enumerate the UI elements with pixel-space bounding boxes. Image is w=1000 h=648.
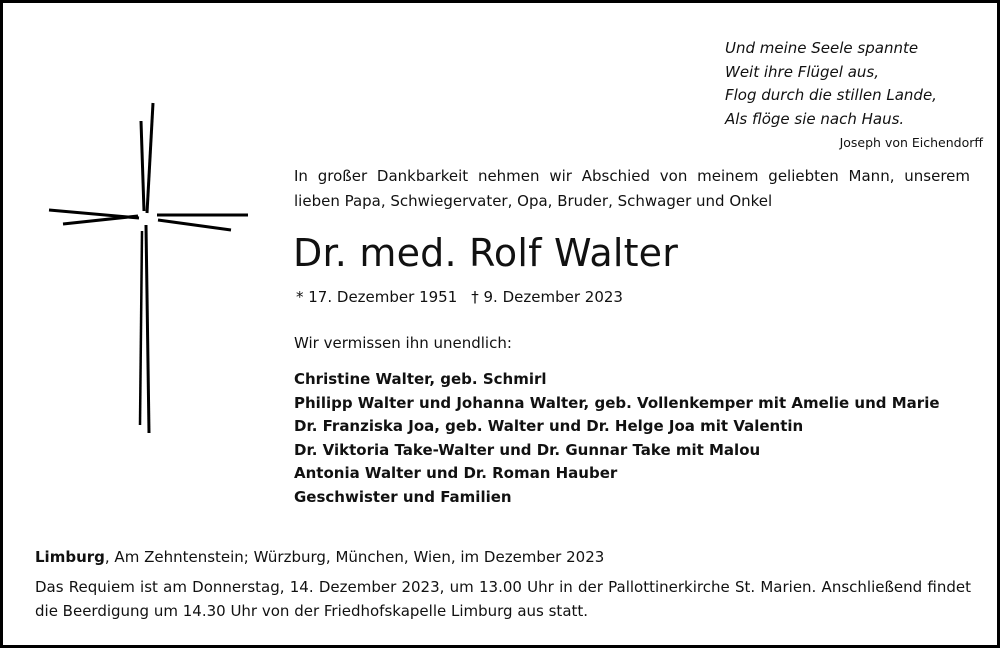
- family-list: [294, 368, 940, 509]
- family-member: Dr. Viktoria Take-Walter und Dr. Gunnar Take mit Malou: [294, 440, 761, 459]
- family-member: Christine Walter, geb. Schmirl: [294, 370, 547, 388]
- poem-line: Als flöge sie nach Haus.: [725, 109, 905, 128]
- poem-line: Und meine Seele spannte: [725, 39, 919, 57]
- poem-line: Weit ihre Flügel aus,: [725, 62, 879, 81]
- cross-icon: [43, 99, 253, 439]
- missing-text: Wir vermissen ihn unendlich:: [294, 334, 512, 352]
- requiem-text: Das Requiem ist am Donnerstag, 14. Dezember 2023, um 13.00 Uhr in der Pallottinerkirche St. Marien. Anschließend findet die Beerdigung um 14.30 Uhr von der Friedhofskapelle Limburg aus statt.: [35, 578, 971, 620]
- place-date-line: [35, 548, 604, 566]
- intro-text: In großer Dankbarkeit nehmen wir Abschied von meinem geliebten Mann, unserem lieben Papa, Schwiegervater, Opa, Bruder, Schwager und Onkel: [294, 167, 970, 210]
- poem: [725, 37, 937, 131]
- poem-line: Flog durch die stillen Lande,: [725, 86, 937, 104]
- family-member: Philipp Walter und Johanna Walter, geb. Vollenkemper mit Amelie und Marie: [294, 393, 940, 412]
- place-city: Limburg: [35, 548, 105, 566]
- family-member: Dr. Franziska Joa, geb. Walter und Dr. Helge Joa mit Valentin: [294, 417, 804, 435]
- death-date: † 9. Dezember 2023: [471, 288, 623, 306]
- family-member: Antonia Walter und Dr. Roman Hauber: [294, 464, 618, 482]
- life-dates: [296, 288, 623, 306]
- birth-date: * 17. Dezember 1951: [296, 288, 458, 306]
- family-member: Geschwister und Familien: [294, 487, 512, 506]
- place-details: , Am Zehntenstein; Würzburg, München, Wien, im Dezember 2023: [104, 548, 605, 566]
- poem-author: Joseph von Eichendorff: [839, 135, 983, 150]
- deceased-name: Dr. med. Rolf Walter: [293, 231, 679, 275]
